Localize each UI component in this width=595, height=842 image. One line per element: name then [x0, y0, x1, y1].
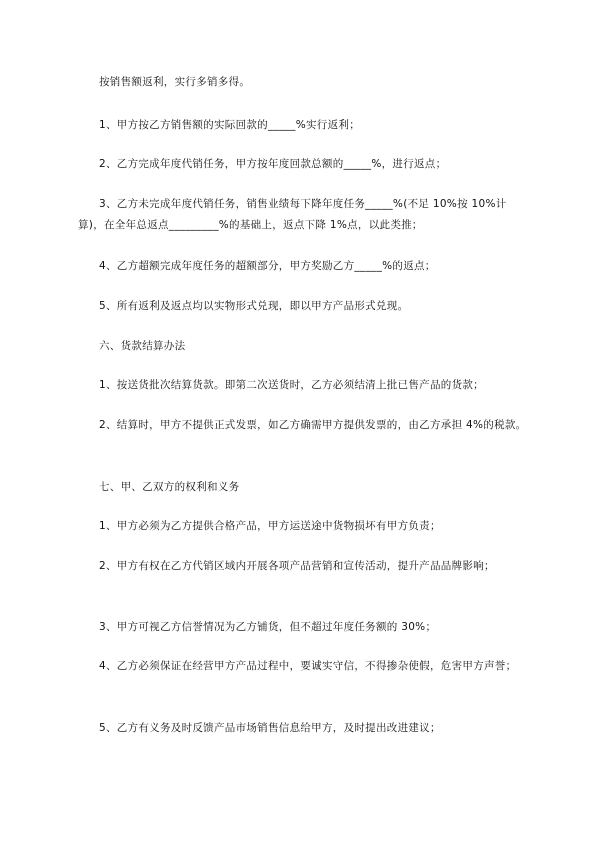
paragraph-rebate-intro: 按销售额返利，实行多销多得。: [99, 76, 251, 88]
section-heading-rights: 七、甲、乙双方的权利和义务: [99, 481, 240, 493]
paragraph-rebate-item-5: 5、所有返利及返点均以实物形式兑现，即以甲方产品形式兑现。: [99, 300, 409, 312]
paragraph-payment-item-2: 2、结算时，甲方不提供正式发票，如乙方确需甲方提供发票的，由乙方承担 4%的税款。: [99, 419, 527, 431]
paragraph-rights-item-3: 3、甲方可视乙方信誉情况为乙方铺货，但不超过年度任务额的 30%；: [99, 621, 437, 633]
paragraph-rights-item-4: 4、乙方必须保证在经营甲方产品过程中，要诚实守信，不得掺杂使假，危害甲方声誉；: [99, 660, 517, 672]
section-heading-payment: 六、货款结算办法: [99, 340, 186, 352]
paragraph-rights-item-2: 2、甲方有权在乙方代销区域内开展各项产品营销和宣传活动，提升产品品牌影响；: [99, 560, 495, 572]
paragraph-payment-item-1: 1、按送货批次结算货款。即第二次送货时，乙方必须结清上批已售产品的货款；: [99, 379, 484, 391]
paragraph-rebate-item-4: 4、乙方超额完成年度任务的超额部分，甲方奖励乙方_____%的返点；: [99, 260, 436, 272]
paragraph-rebate-item-2: 2、乙方完成年度代销任务，甲方按年度回款总额的_____%，进行返点；: [99, 158, 447, 170]
paragraph-rights-item-5: 5、乙方有义务及时反馈产品市场销售信息给甲方，及时提出改进建议；: [99, 722, 441, 734]
paragraph-rebate-item-3: 3、乙方未完成年度代销任务，销售业绩每下降年度任务_____%(不足 10%按 10%计算)，在全年总返点_________%的基础上，返点下降 1%点，以此类推；: [78, 198, 507, 231]
paragraph-rights-item-1: 1、甲方必须为乙方提供合格产品，甲方运送途中货物损坏有甲方负责；: [99, 520, 441, 532]
paragraph-rebate-item-1: 1、甲方按乙方销售额的实际回款的_____%实行返利；: [99, 119, 361, 131]
